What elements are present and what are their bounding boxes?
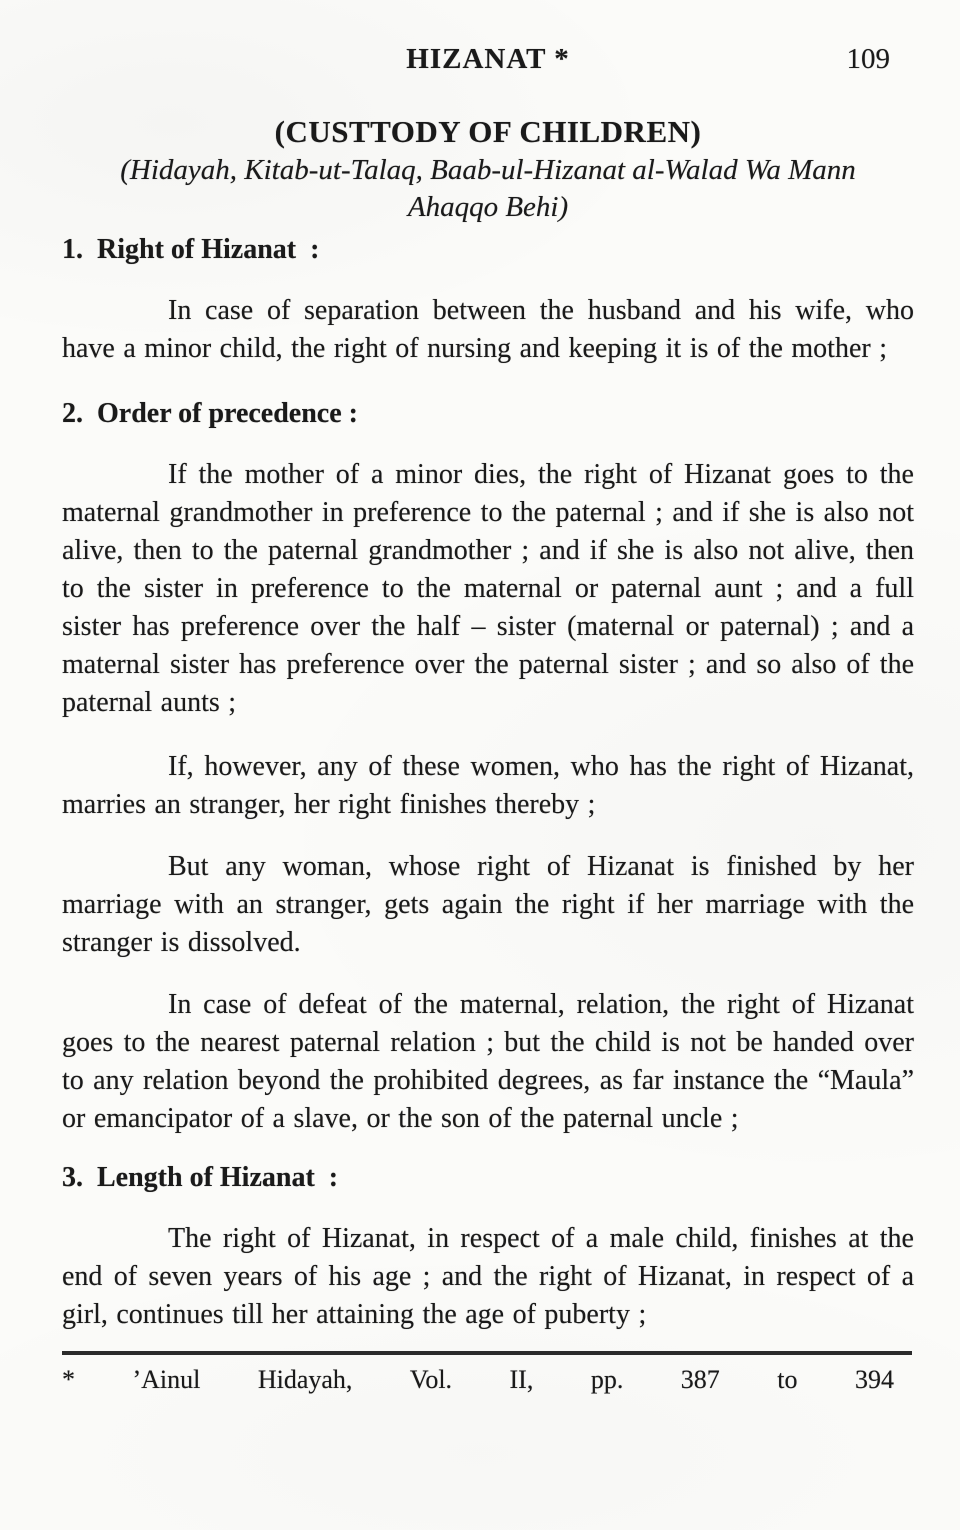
page-header xyxy=(62,42,914,82)
body-paragraph: If the mother of a minor dies, the right of Hizanat goes to the maternal grandmother in preference to the paternal ; and if she is also not alive, then to the paternal grandmother ; and if she is also not alive, then to the sister in preference to the maternal or paternal aunt ; and a full sister has preference over the half – sister (maternal or paternal) ; and a maternal sister has preference over the paternal sister ; and so also of the paternal aunts ; xyxy=(62,459,914,718)
footnote-word: II, xyxy=(509,1365,534,1394)
footnote-divider xyxy=(62,1351,912,1355)
footnote-word: Hidayah, xyxy=(257,1365,353,1394)
body-paragraph: But any woman, whose right of Hizanat is finished by her marriage with an stranger, gets again the right if her marriage with the stranger is dissolved. xyxy=(62,851,914,958)
body-paragraph: In case of separation between the husband and his wife, who have a minor child, the right of nursing and keeping it is of the mother ; xyxy=(62,295,914,364)
footnote-word: to xyxy=(777,1365,798,1394)
footnote-word: pp. xyxy=(590,1365,624,1394)
footnote-word: Vol. xyxy=(409,1365,453,1394)
chapter-title: (CUSTTODY OF CHILDREN) xyxy=(274,114,702,149)
page-number: 109 xyxy=(846,43,890,75)
body-paragraph: In case of defeat of the maternal, relation, the right of Hizanat goes to the nearest paternal relation ; but the child is not be handed over to any relation beyond the prohibited degrees, as far instance the “Maula” or emancipator of a slave, or the son of the paternal uncle ; xyxy=(62,989,914,1134)
footnote-word: 394 xyxy=(854,1365,894,1394)
running-title: HIZANAT * xyxy=(406,43,570,75)
body-paragraph: The right of Hizanat, in respect of a male child, finishes at the end of seven years of his age ; and the right of Hizanat, in respect of a girl, continues till her attaining the age of puberty ; xyxy=(62,1223,914,1330)
section-heading-length-of-hizanat: 3. Length of Hizanat : xyxy=(62,1162,339,1193)
footnote xyxy=(62,1363,894,1397)
footnote-word: 387 xyxy=(680,1365,720,1394)
section-heading-order-of-precedence: 2. Order of precedence : xyxy=(62,398,358,429)
source-reference-line-2: Ahaqqo Behi) xyxy=(407,191,569,223)
section-heading-right-of-hizanat: 1. Right of Hizanat : xyxy=(62,234,320,265)
body-paragraph: If, however, any of these women, who has the right of Hizanat, marries an stranger, her right finishes thereby ; xyxy=(62,751,914,820)
footnote-word: ’Ainul xyxy=(132,1365,201,1394)
footnote-marker: * xyxy=(62,1365,75,1394)
source-reference-line-1: (Hidayah, Kitab-ut-Talaq, Baab-ul-Hizanat al-Walad Wa Mann xyxy=(120,154,856,186)
